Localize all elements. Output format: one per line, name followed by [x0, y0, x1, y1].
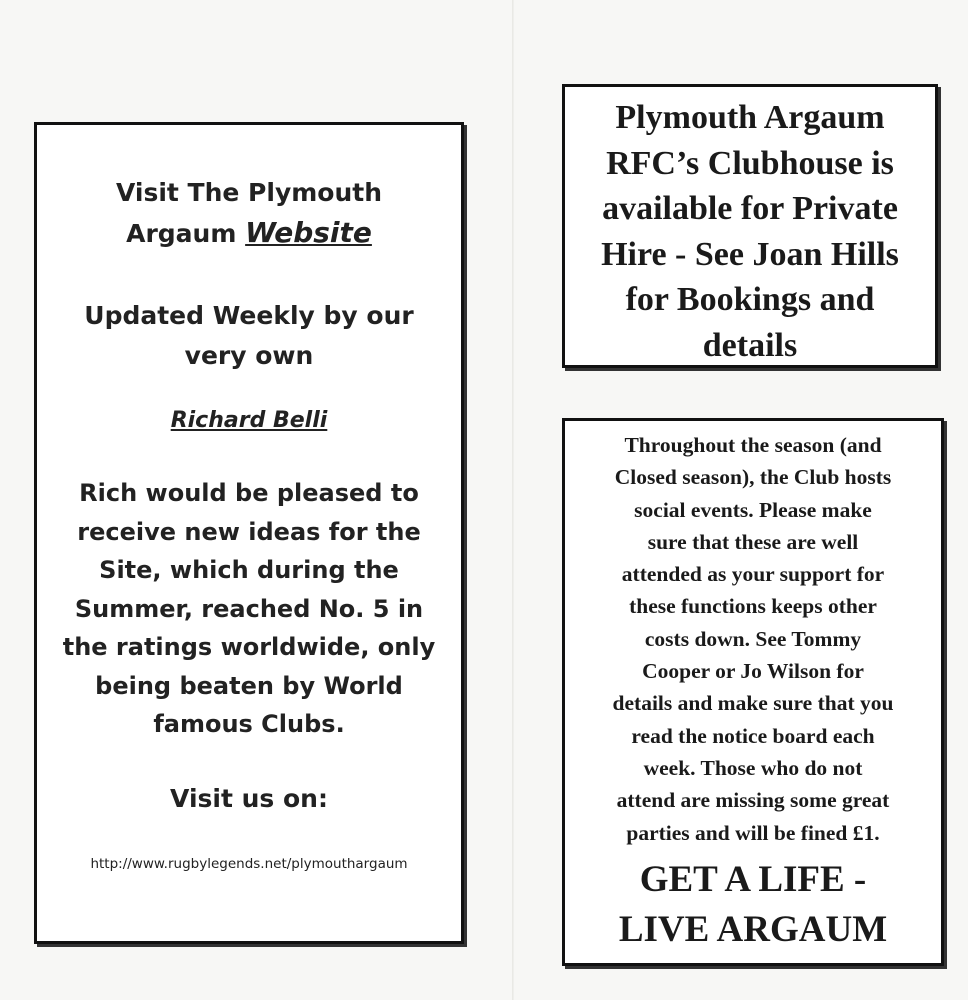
webmaster-name: Richard Belli [170, 408, 328, 433]
hire-line: Hire - See Joan Hills [601, 235, 899, 273]
website-title [37, 173, 461, 254]
social-line: attend are missing some great [616, 788, 890, 813]
social-line: sure that these are well [647, 529, 859, 554]
social-line: costs down. See Tommy [644, 626, 862, 651]
slogan [565, 855, 941, 955]
description-line: Site, which during the [99, 556, 399, 584]
social-events-panel [562, 418, 944, 966]
hire-line: details [702, 326, 798, 364]
description-line: Rich would be pleased to [79, 479, 419, 507]
website-notice-panel [34, 122, 464, 944]
updated-text [37, 296, 461, 376]
social-line: parties and will be fined £1. [626, 820, 880, 845]
updated-line1: Updated Weekly by our [84, 301, 414, 330]
social-line: Closed season), the Club hosts [614, 465, 892, 490]
social-line: attended as your support for [621, 562, 885, 587]
website-title-prefix: Argaum [126, 219, 237, 248]
hire-line: Plymouth Argaum [615, 99, 885, 136]
hire-line: available for Private [602, 190, 898, 227]
social-line: details and make sure that you [612, 691, 894, 716]
social-line: week. Those who do not [643, 755, 863, 780]
website-title-line2 [37, 213, 461, 254]
hire-line: for Bookings and [625, 281, 875, 318]
slogan-line2: LIVE ARGAUM [618, 908, 888, 950]
visit-us-label: Visit us on: [170, 783, 328, 813]
website-url: http://www.rugbylegends.net/plymouthargaum [90, 855, 408, 872]
description-line: being beaten by World [95, 671, 403, 700]
page-fold [512, 0, 514, 1000]
slogan-line1: GET A LIFE - [639, 858, 867, 900]
website-description [37, 474, 461, 744]
website-link-text: Website [245, 216, 372, 249]
social-events-text [565, 429, 941, 849]
description-line: famous Clubs. [153, 710, 345, 738]
social-line: these functions keeps other [629, 594, 877, 619]
social-line: read the notice board each [631, 723, 875, 748]
social-line: Cooper or Jo Wilson for [642, 659, 864, 684]
clubhouse-hire-panel [562, 84, 938, 368]
website-title-line1: Visit The Plymouth [115, 178, 383, 207]
description-line: the ratings worldwide, only [62, 633, 436, 661]
description-line: Summer, reached No. 5 in [74, 594, 424, 623]
social-line: Throughout the season (and [624, 433, 882, 457]
social-line: social events. Please make [634, 497, 872, 522]
description-line: receive new ideas for the [77, 517, 421, 546]
updated-line2: very own [184, 341, 314, 370]
hire-line: RFC’s Clubhouse is [606, 144, 894, 182]
